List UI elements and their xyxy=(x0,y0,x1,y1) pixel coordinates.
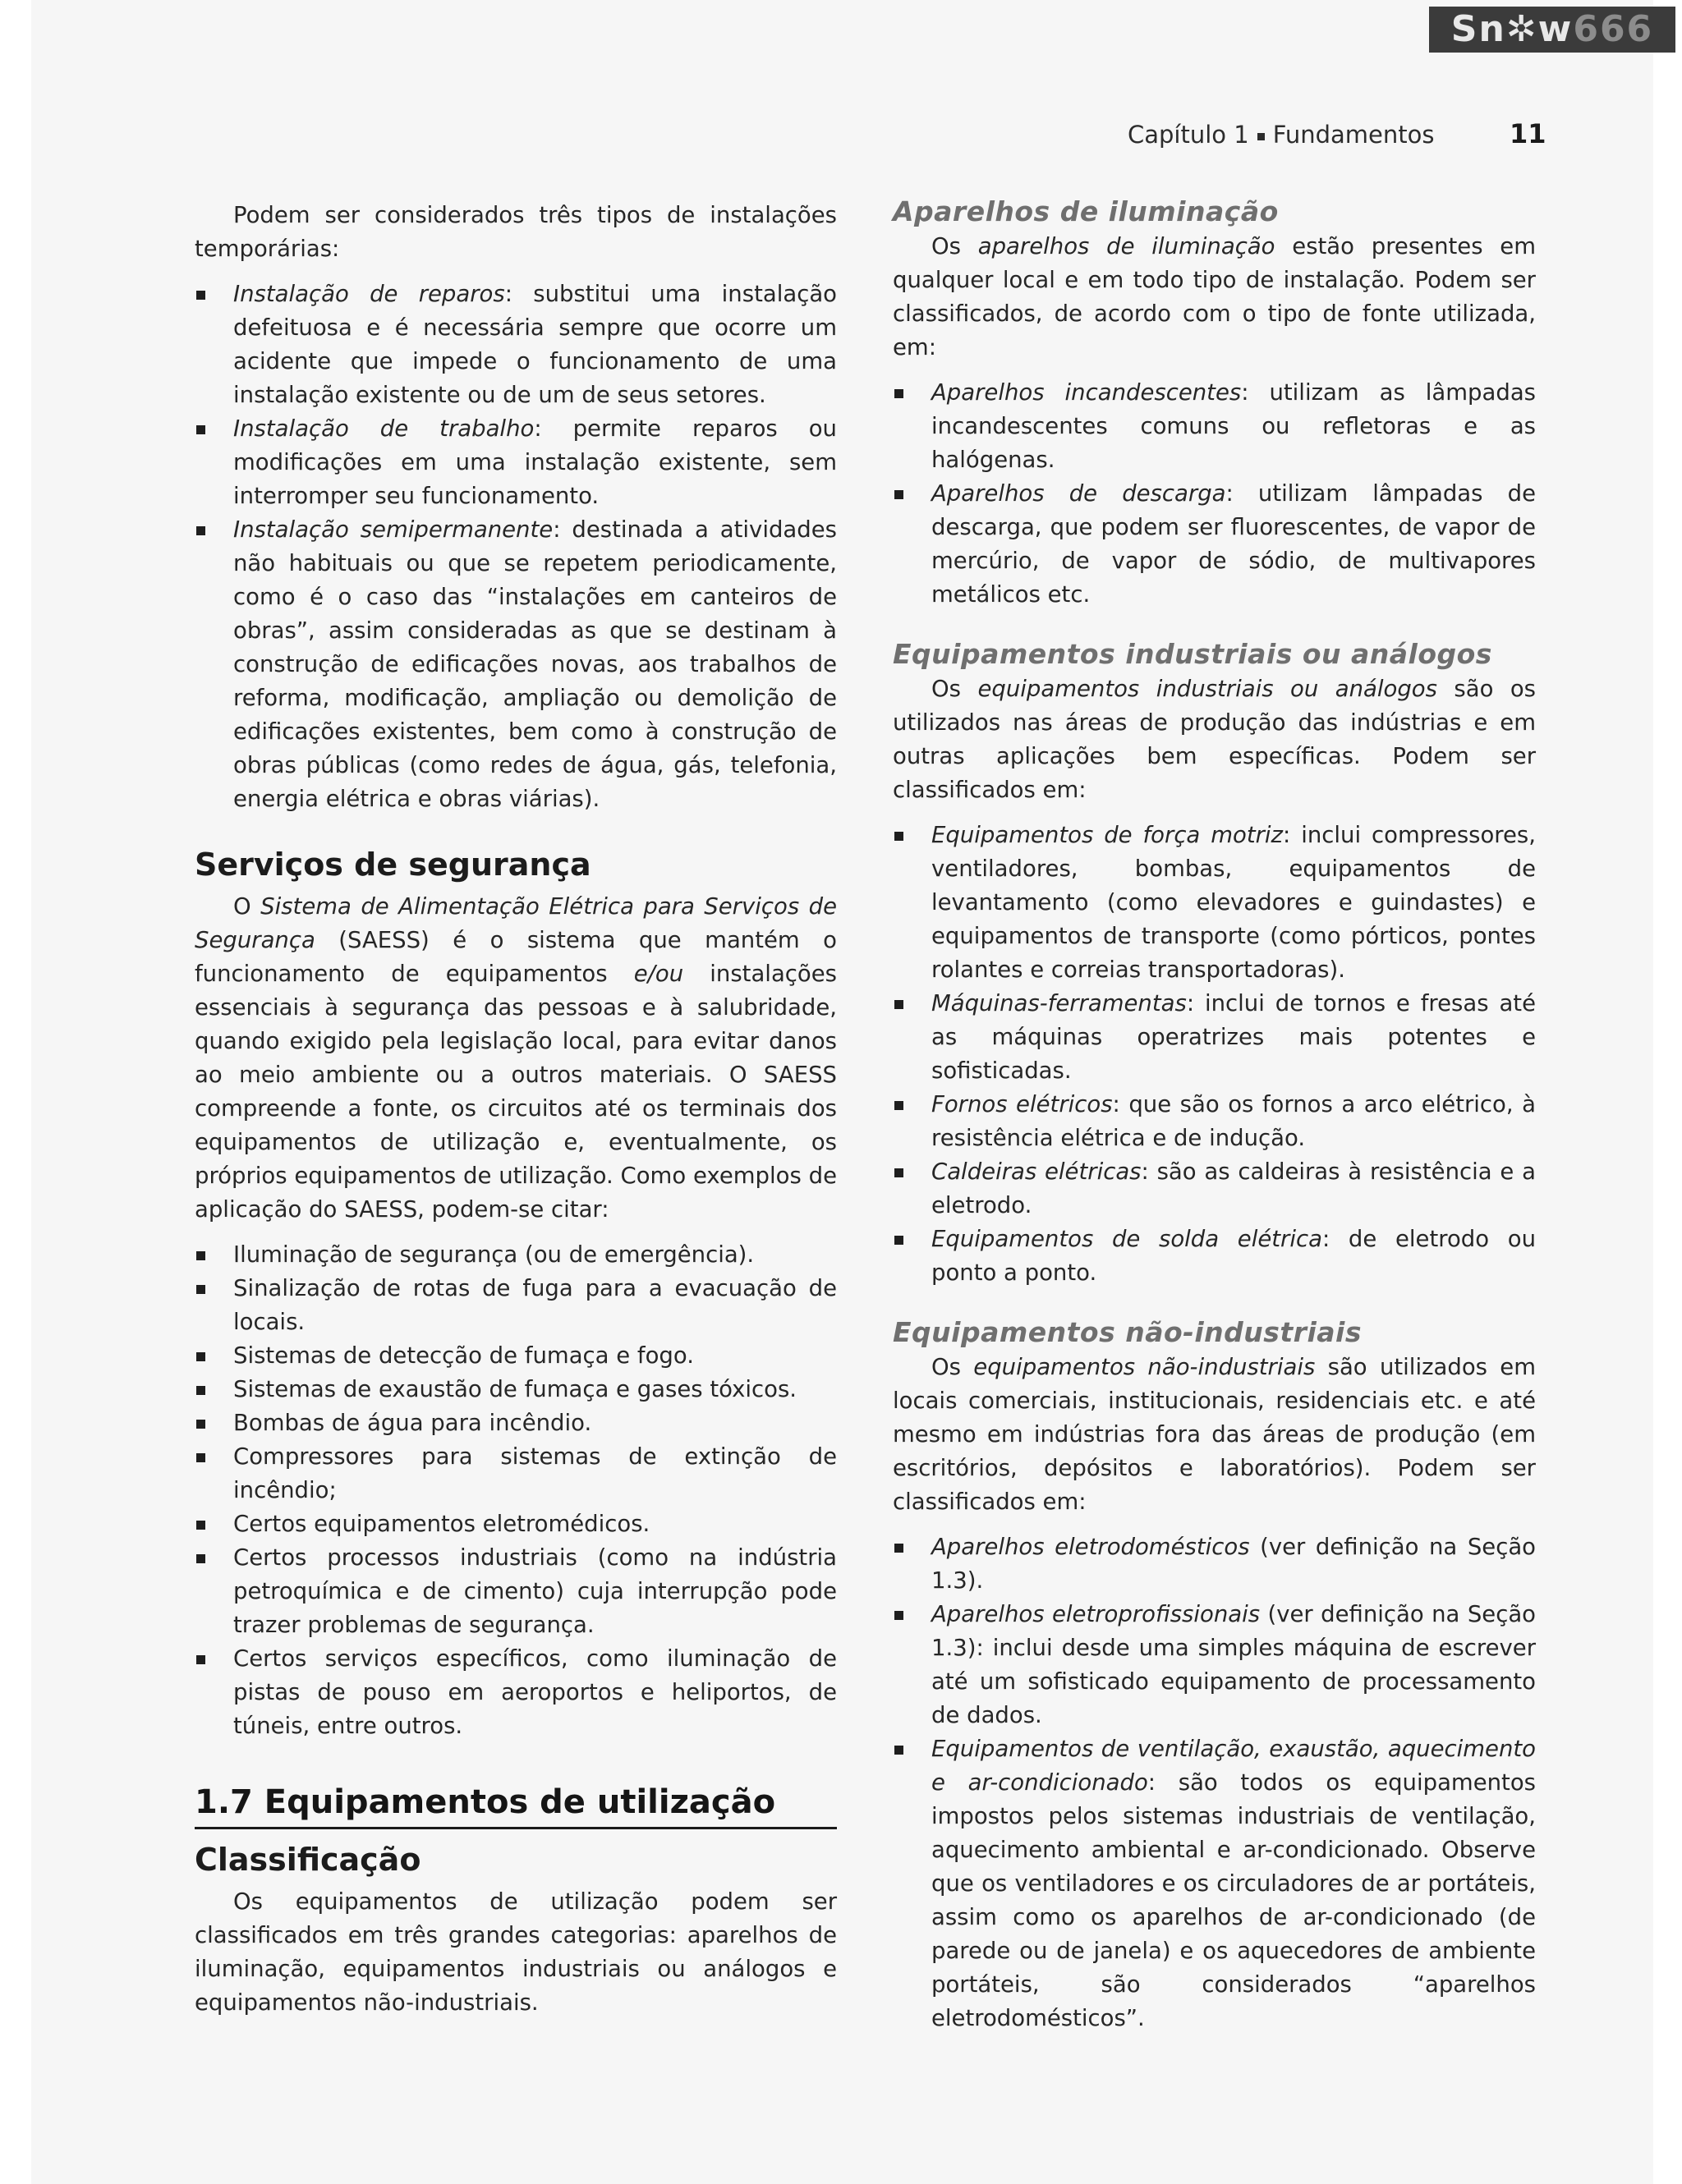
item-text: : substitui uma instalação defeituosa e é necessária sempre que ocorre um acidente que impede o funcionamento de uma instalação existente ou de um de seus setores. xyxy=(233,281,837,408)
text-run: O xyxy=(233,893,261,920)
text-run: instalações essenciais à segurança das pessoas e à salubridade, quando exigido pela legislação local, para evitar danos ao meio ambiente ou a outros materiais. O SAESS compreende a fonte, os circuitos até os terminais dos equipamentos de utilização e, eventualmente, os próprios equipamentos de utilização. Como exemplos de aplicação do SAESS, podem-se citar: xyxy=(195,961,837,1223)
item-text: : são todos os equipamentos impostos pelos sistemas industriais de ventilação, aquecimento ambiental e ar-condicionado. Observe que os ventiladores e os circuladores de ar portáteis, assim como os aparelhos de ar-condicionado (de parede ou de janela) e os aquecedores de ambiente portáteis, são considerados “aparelhos eletrodomésticos”. xyxy=(931,1769,1536,2031)
item-term: Aparelhos incandescentes xyxy=(931,379,1242,406)
nonindustrial-list xyxy=(893,1530,1536,2035)
nonindustrial-paragraph xyxy=(893,1351,1536,1519)
safety-services-paragraph xyxy=(195,890,837,1227)
safety-examples-list xyxy=(195,1238,837,1743)
separator-square-icon xyxy=(1257,133,1265,140)
item-text: : são as caldeiras à resistência e a eletrodo. xyxy=(931,1159,1536,1218)
list-item xyxy=(893,477,1536,612)
bullet-square-icon xyxy=(894,1168,903,1177)
item-text: : permite reparos ou modificações em uma instalação existente, sem interromper seu funcionamento. xyxy=(233,415,837,509)
list-item xyxy=(195,1238,837,1272)
classification-heading: Classificação xyxy=(195,1842,421,1878)
watermark-logo xyxy=(1429,7,1675,53)
temporary-intro-paragraph: Podem ser considerados três tipos de instalações temporárias: xyxy=(195,202,837,262)
list-item xyxy=(195,1507,837,1541)
bullet-square-icon xyxy=(196,1285,205,1294)
classification-paragraph: Os equipamentos de utilização podem ser classificados em três grandes categorias: aparelhos de iluminação, equipamentos industriais ou análogos e equipamentos não-industriais. xyxy=(195,1888,837,2016)
item-text: : destinada a atividades não habituais ou que se repetem periodicamente, como é o caso das “instalações em canteiros de obras”, assim consideradas as que se destinam à construção de edificações novas, aos trabalhos de reforma, modificação, ampliação ou demolição de edificações existentes, bem como à construção de obras públicas (como redes de água, gás, telefonia, energia elétrica e obras viárias). xyxy=(233,516,837,812)
italic-run: e/ou xyxy=(633,961,684,987)
italic-run: equipamentos não-industriais xyxy=(973,1354,1316,1380)
item-term: Equipamentos de ventilação, exaustão, aquecimento e ar-condicionado xyxy=(931,1736,1536,1796)
list-item xyxy=(893,1732,1536,2035)
italic-run: Sistema de Alimentação Elétrica para Serviços de Segurança xyxy=(195,893,838,953)
bullet-square-icon xyxy=(894,389,903,398)
list-item xyxy=(195,1541,837,1642)
chapter-label: Capítulo 1 xyxy=(1128,121,1249,149)
temporary-installations-list xyxy=(195,278,837,816)
item-term: Equipamentos de força motriz xyxy=(931,822,1283,848)
bullet-square-icon xyxy=(196,1521,205,1530)
item-text: : que são os fornos a arco elétrico, à resistência elétrica e de indução. xyxy=(931,1091,1536,1151)
list-item xyxy=(893,1530,1536,1598)
item-text: : inclui compressores, ventiladores, bombas, equipamentos de levantamento (como elevadores e guindastes) e equipamentos de transporte (como pórticos, pontes rolantes e correias transportadoras). xyxy=(931,822,1536,983)
item-text: Certos processos industriais (como na indústria petroquímica e de cimento) cuja interrupção pode trazer problemas de segurança. xyxy=(233,1544,837,1638)
text-run: Os xyxy=(931,1354,974,1380)
bullet-square-icon xyxy=(196,1352,205,1361)
industrial-heading: Equipamentos industriais ou análogos xyxy=(893,638,1492,670)
bullet-square-icon xyxy=(196,1453,205,1462)
text-run: são utilizados em locais comerciais, institucionais, residenciais etc. e até mesmo em indústrias fora das áreas de produção (em escritórios, depósitos e laboratórios). Podem ser classificados em: xyxy=(893,1354,1537,1515)
bullet-square-icon xyxy=(894,1544,903,1553)
bullet-square-icon xyxy=(196,1655,205,1664)
list-item xyxy=(893,987,1536,1088)
bullet-square-icon xyxy=(196,1420,205,1429)
item-text: : inclui de tornos e fresas até as máquinas operatrizes mais potentes e sofisticadas. xyxy=(931,990,1536,1084)
italic-run: aparelhos de iluminação xyxy=(977,233,1275,259)
watermark-text: Sn✲w xyxy=(1450,8,1574,50)
item-text: Bombas de água para incêndio. xyxy=(233,1410,592,1436)
list-item xyxy=(195,1642,837,1743)
list-item xyxy=(195,1272,837,1339)
list-item xyxy=(195,1440,837,1507)
bullet-square-icon xyxy=(894,1746,903,1755)
item-text: : utilizam as lâmpadas incandescentes comuns ou refletoras e as halógenas. xyxy=(931,379,1536,473)
item-text: Iluminação de segurança (ou de emergência). xyxy=(233,1241,755,1268)
section-heading: 1.7 Equipamentos de utilização xyxy=(195,1781,837,1829)
text-run: Os xyxy=(931,676,978,702)
item-text: Sinalização de rotas de fuga para a evacuação de locais. xyxy=(233,1275,837,1335)
nonindustrial-heading: Equipamentos não-industriais xyxy=(893,1316,1362,1348)
item-text: Certos equipamentos eletromédicos. xyxy=(233,1511,650,1537)
lighting-list xyxy=(893,376,1536,612)
item-term: Máquinas-ferramentas xyxy=(931,990,1187,1016)
bullet-square-icon xyxy=(894,1611,903,1620)
bullet-square-icon xyxy=(894,490,903,499)
list-item xyxy=(893,376,1536,477)
bullet-square-icon xyxy=(196,526,205,535)
lighting-paragraph xyxy=(893,230,1536,365)
item-text: (ver definição na Seção 1.3). xyxy=(931,1534,1536,1594)
lighting-heading: Aparelhos de iluminação xyxy=(893,195,1279,227)
list-item xyxy=(195,1339,837,1373)
item-text: Sistemas de detecção de fumaça e fogo. xyxy=(233,1342,694,1369)
page-number: 11 xyxy=(1510,118,1546,149)
watermark-number: 666 xyxy=(1573,8,1654,50)
list-item xyxy=(195,513,837,816)
industrial-paragraph xyxy=(893,672,1536,807)
list-item xyxy=(893,1155,1536,1223)
item-text: Compressores para sistemas de extinção de incêndio; xyxy=(233,1443,837,1503)
list-item xyxy=(893,1598,1536,1732)
bullet-square-icon xyxy=(196,425,205,434)
list-item xyxy=(893,819,1536,987)
italic-run: equipamentos industriais ou análogos xyxy=(977,676,1437,702)
text-run: são os utilizados nas áreas de produção das indústrias e em outras aplicações bem específicas. Podem ser classificados em: xyxy=(893,676,1537,803)
bullet-square-icon xyxy=(894,832,903,841)
list-item xyxy=(893,1223,1536,1290)
bullet-square-icon xyxy=(894,1236,903,1245)
item-term: Instalação semipermanente xyxy=(233,516,554,543)
list-item xyxy=(893,1088,1536,1155)
list-item xyxy=(195,412,837,513)
item-term: Instalação de reparos xyxy=(233,281,505,307)
item-text: (ver definição na Seção 1.3): inclui desde uma simples máquina de escrever até um sofisticado equipamento de processamento de dados. xyxy=(931,1601,1536,1728)
bullet-square-icon xyxy=(196,1386,205,1395)
right-column xyxy=(893,195,1537,2035)
item-term: Fornos elétricos xyxy=(931,1091,1113,1117)
item-term: Equipamentos de solda elétrica xyxy=(931,1226,1322,1252)
text-run: (SAESS) é o sistema que mantém o funcionamento de equipamentos xyxy=(195,927,837,987)
item-text: Certos serviços específicos, como iluminação de pistas de pouso em aeroportos e heliportos, de túneis, entre outros. xyxy=(233,1645,837,1739)
text-run: estão presentes em qualquer local e em todo tipo de instalação. Podem ser classificados, de acordo com o tipo de fonte utilizada, em: xyxy=(893,233,1537,360)
list-item xyxy=(195,278,837,412)
item-term: Caldeiras elétricas xyxy=(931,1159,1142,1185)
industrial-list xyxy=(893,819,1536,1290)
item-text: : de eletrodo ou ponto a ponto. xyxy=(931,1226,1536,1286)
safety-services-heading: Serviços de segurança xyxy=(195,847,591,883)
item-term: Aparelhos de descarga xyxy=(931,480,1226,507)
item-term: Instalação de trabalho xyxy=(233,415,535,442)
item-term: Aparelhos eletrodomésticos xyxy=(931,1534,1250,1560)
item-text: Sistemas de exaustão de fumaça e gases tóxicos. xyxy=(233,1376,797,1402)
bullet-square-icon xyxy=(894,1101,903,1110)
bullet-square-icon xyxy=(196,1251,205,1260)
item-text: : utilizam lâmpadas de descarga, que podem ser fluorescentes, de vapor de mercúrio, de vapor de sódio, de multivapores metálicos etc. xyxy=(931,480,1537,608)
item-term: Aparelhos eletroprofissionais xyxy=(931,1601,1261,1627)
list-item xyxy=(195,1373,837,1406)
bullet-square-icon xyxy=(196,1554,205,1563)
chapter-title: Fundamentos xyxy=(1272,121,1435,149)
running-head xyxy=(1128,121,1434,149)
text-run: Os xyxy=(931,233,978,259)
bullet-square-icon xyxy=(196,291,205,300)
list-item xyxy=(195,1406,837,1440)
bullet-square-icon xyxy=(894,1000,903,1009)
left-column xyxy=(195,199,837,2020)
